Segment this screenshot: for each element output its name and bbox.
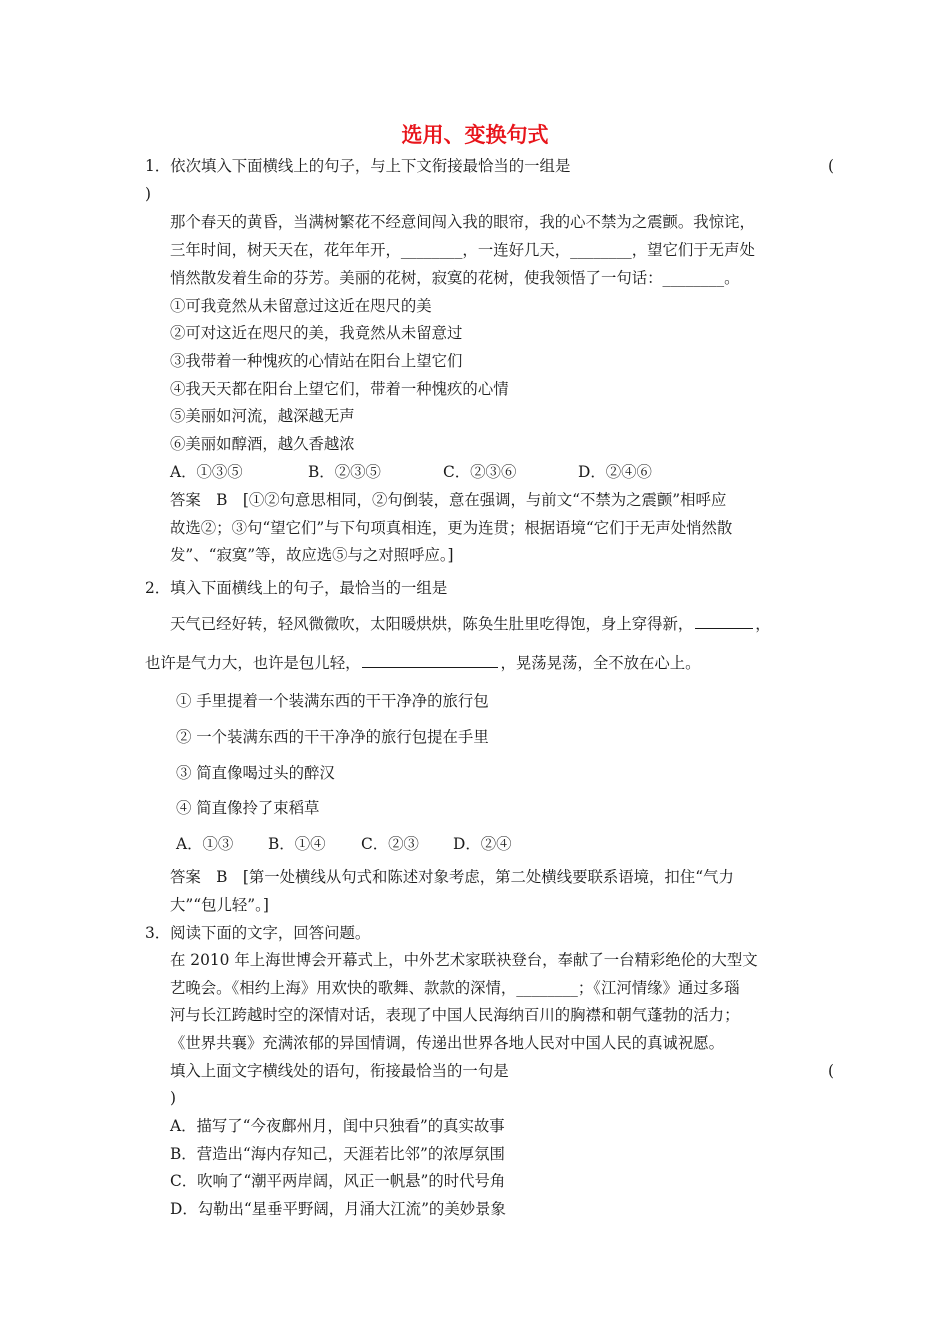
q2-passage-text: ，晃荡晃荡，全不放在心上。 [500,654,701,672]
q1-passage-line: 那个春天的黄昏，当满树繁花不经意间闯入我的眼帘，我的心不禁为之震颤。我惊诧， [170,213,755,231]
q2-option-a: A．①③ [176,835,234,853]
q3-blank: ________ [516,979,578,997]
q2-option-b: B．①④ [268,835,326,853]
q1-item: ⑥美丽如醇酒，越久香越浓 [170,435,355,453]
q2-item: ① 手里提着一个装满东西的干干净净的旅行包 [176,692,489,710]
q3-paren-open: ( [828,1062,835,1080]
q2-answer-line: 答案 B [第一处横线从句式和陈述对象考虑，第二处横线要联系语境，扣住“气力 [170,868,734,886]
q2-item: ③ 简直像喝过头的醉汉 [176,764,335,782]
q2-blank-1 [695,613,753,629]
q2-passage-text: ， [755,615,771,633]
q3-option-b: B．营造出“海内存知己，天涯若比邻”的浓厚氛围 [170,1145,505,1163]
q1-passage-line: 三年时间，树天天在，花年年开，________，一连好几天，________，望它们于无声处 [170,241,755,259]
q1-item: ③我带着一种愧疚的心情站在阳台上望它们 [170,352,463,370]
q1-paren-close: ) [145,185,152,203]
q1-answer-line: 故选②；③句“望它们”与下句项真相连，更为连贯；根据语境“它们于无声处悄然散 [170,519,733,537]
q3-passage-text: 艺晚会。《相约上海》用欢快的歌舞、款款的深情， [170,979,517,997]
q3-passage-line: 在 2010 年上海世博会开幕式上，中外艺术家联袂登台，奉献了一台精彩绝伦的大型文 [170,951,758,969]
q2-blank-2 [362,652,498,668]
q3-passage-line [170,977,739,999]
q1-item: ①可我竟然从未留意过这近在咫尺的美 [170,297,432,315]
q2-item: ④ 简直像拎了束稻草 [176,799,320,817]
q1-stem: 1．依次填入下面横线上的句子，与上下文衔接最恰当的一组是 [145,157,571,175]
q1-item: ⑤美丽如河流，越深越无声 [170,407,355,425]
q2-stem: 2．填入下面横线上的句子，最恰当的一组是 [145,579,448,597]
q2-option-c: C．②③ [361,835,419,853]
q2-passage-line [170,613,771,635]
q1-passage-line: 悄然散发着生命的芬芳。美丽的花树，寂寞的花树，使我领悟了一句话：________。 [170,269,740,287]
q2-answer-line: 大”“包儿轻”。] [170,896,269,914]
q2-passage-text: 也许是气力大，也许是包儿轻， [145,654,361,672]
q3-option-d: D．勾勒出“星垂平野阔，月涌大江流”的美妙景象 [170,1200,506,1218]
q3-stem: 3．阅读下面的文字，回答问题。 [145,924,371,942]
q2-option-d: D．②④ [453,835,512,853]
q1-item: ④我天天都在阳台上望它们，带着一种愧疚的心情 [170,380,509,398]
q1-paren-open: ( [828,157,835,175]
q2-passage-text: 天气已经好转，轻风微微吹，太阳暖烘烘，陈奂生肚里吃得饱，身上穿得新， [170,615,694,633]
q1-option-c: C．②③⑥ [443,463,517,481]
q2-item: ② 一个装满东西的干干净净的旅行包提在手里 [176,728,489,746]
q3-passage-line: 河与长江跨越时空的深情对话，表现了中国人民海纳百川的胸襟和朝气蓬勃的活力； [170,1006,740,1024]
q2-passage-line [145,652,701,674]
q3-option-c: C．吹响了“潮平两岸阔，风正一帆悬”的时代号角 [170,1172,506,1190]
q3-option-a: A．描写了“今夜鄜州月，闺中只独看”的真实故事 [170,1117,505,1135]
q1-option-a: A．①③⑤ [170,463,243,481]
q3-passage-text: ；《江河情缘》通过多瑙 [577,979,740,997]
q1-answer-line: 答案 B [①②句意思相同，②句倒装，意在强调，与前文“不禁为之震颤”相呼应 [170,491,727,509]
q1-option-d: D．②④⑥ [578,463,652,481]
q3-question: 填入上面文字横线处的语句，衔接最恰当的一句是 [170,1062,509,1080]
q1-option-b: B．②③⑤ [308,463,381,481]
q1-answer-line: 发”、“寂寞”等，故应选⑤与之对照呼应。] [170,546,454,564]
page-title: 选用、变换句式 [401,123,549,147]
q3-paren-close: ) [170,1089,177,1107]
q3-passage-line: 《世界共襄》充满浓郁的异国情调，传递出世界各地人民对中国人民的真诚祝愿。 [170,1034,725,1052]
q1-item: ②可对这近在咫尺的美，我竟然从未留意过 [170,324,463,342]
